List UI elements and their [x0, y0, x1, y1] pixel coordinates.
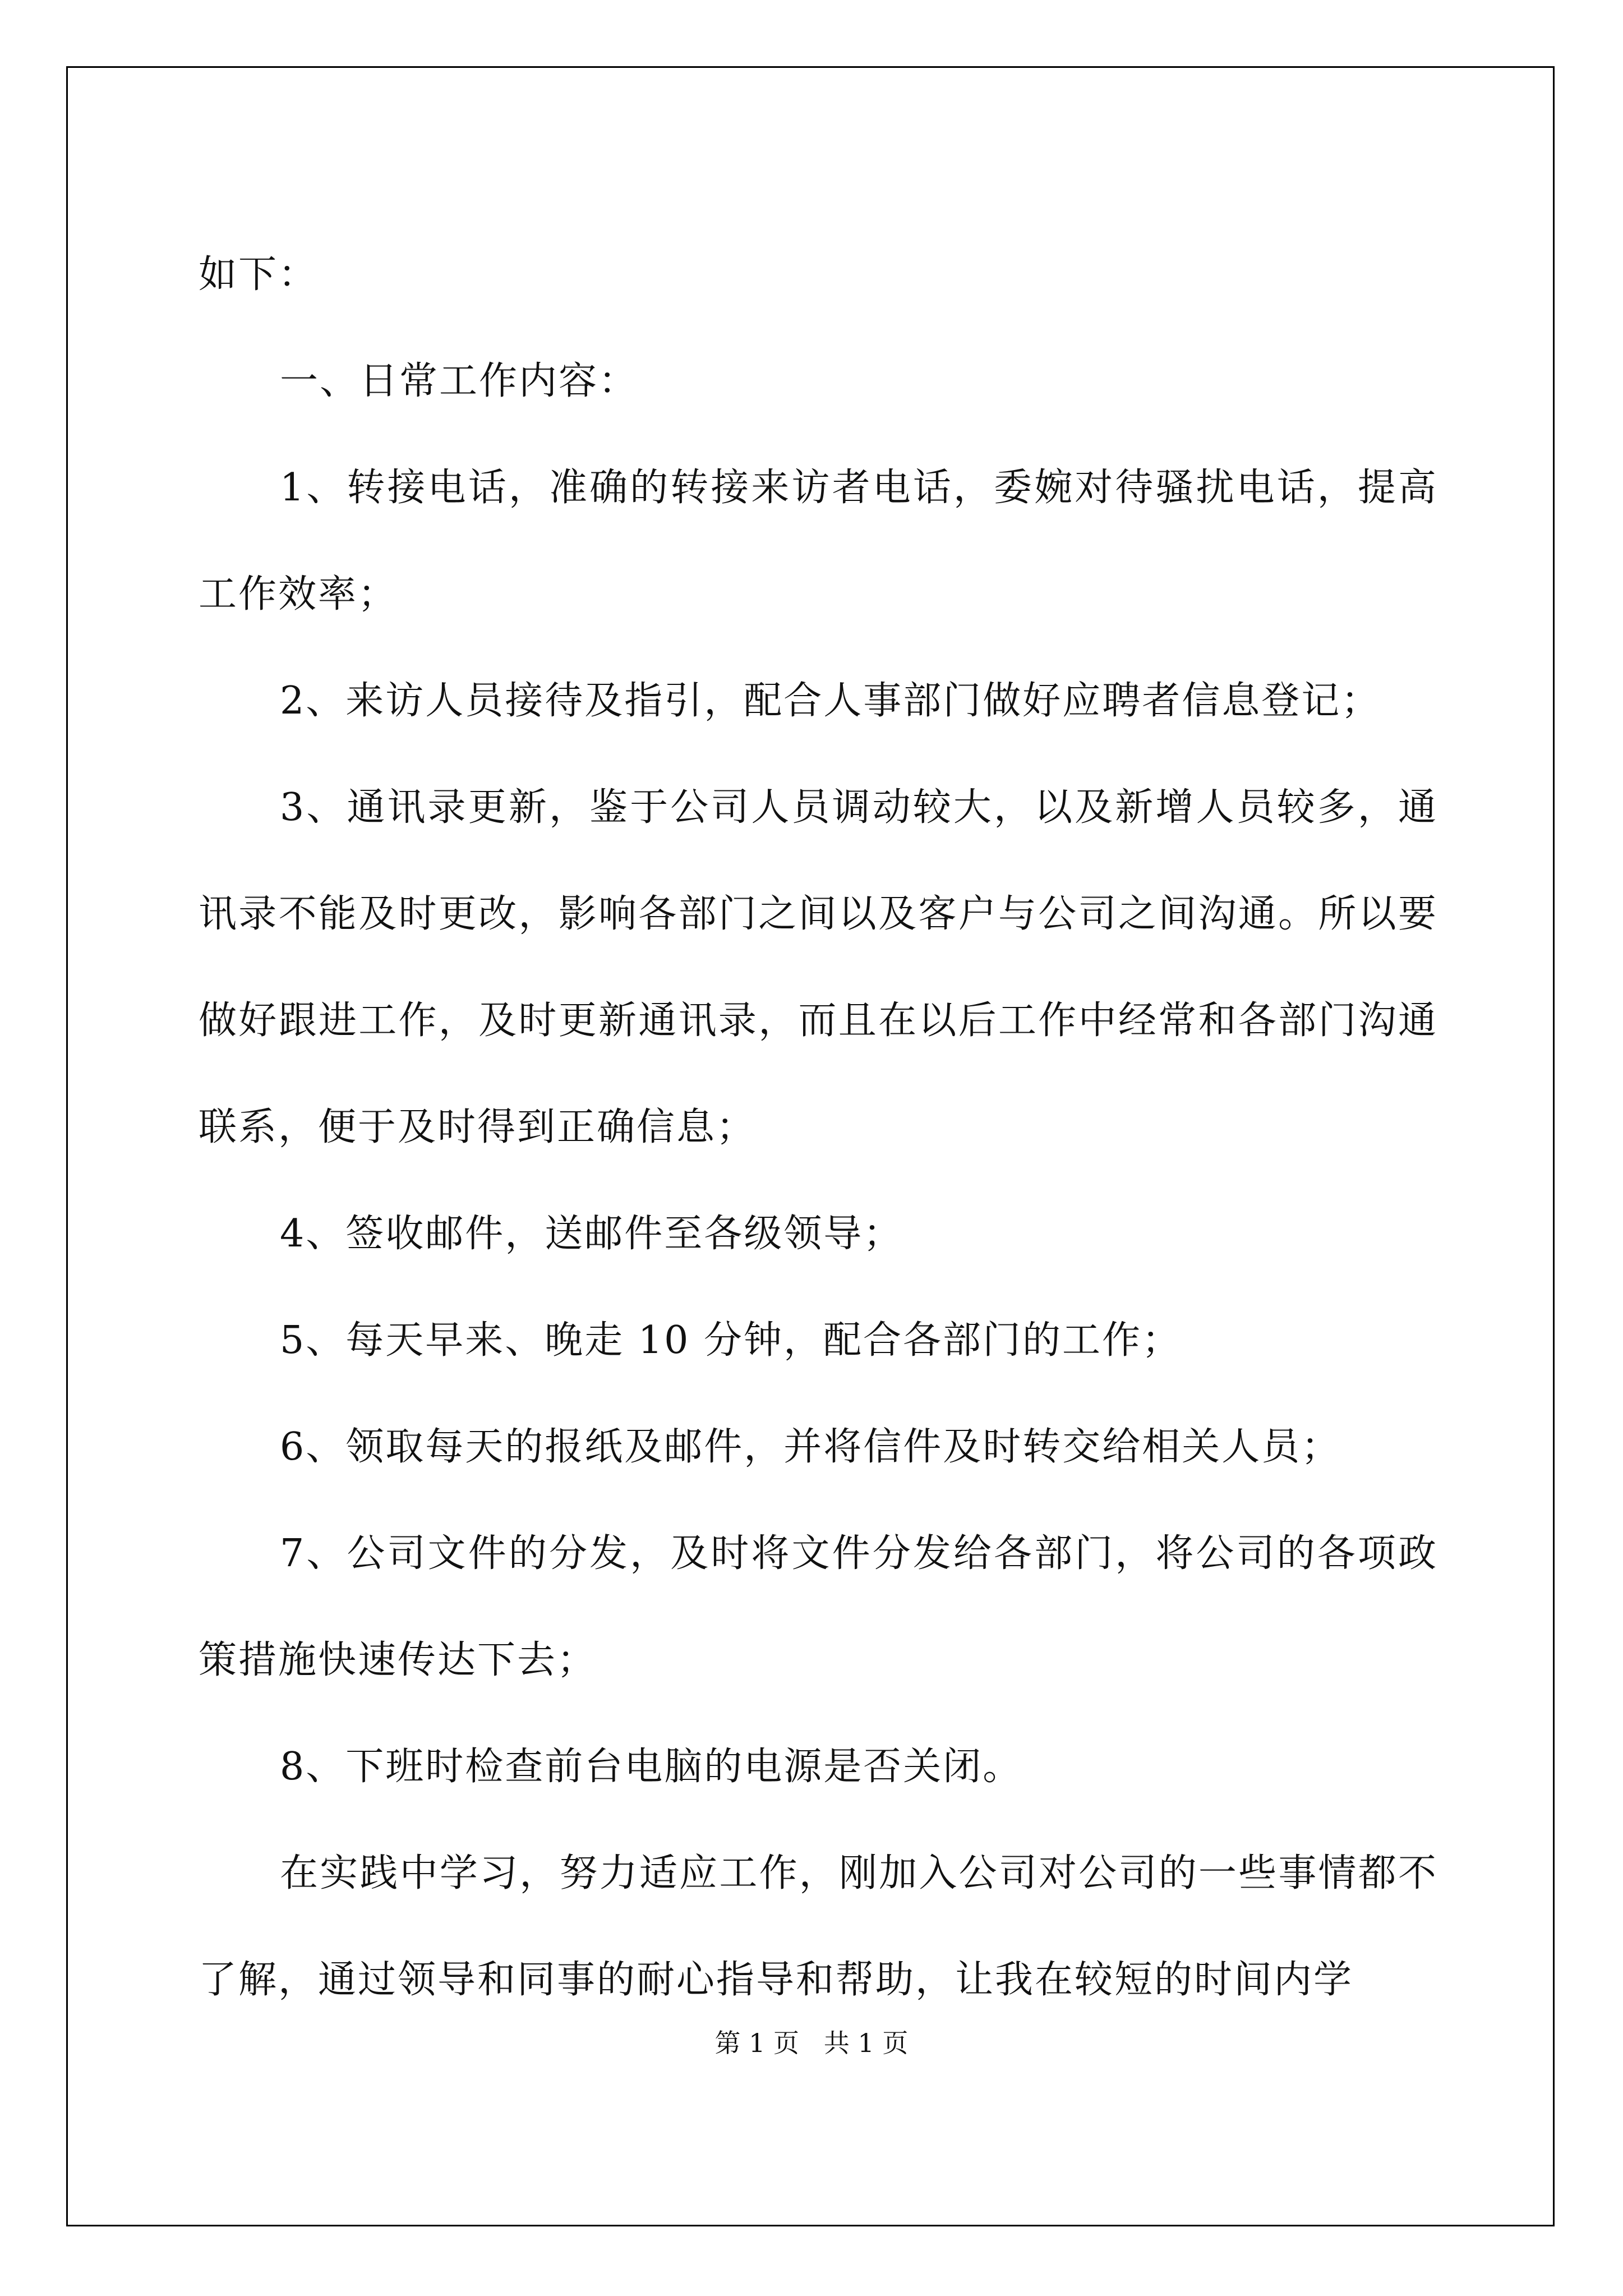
paragraph-item-2: 2、来访人员接待及指引，配合人事部门做好应聘者信息登记；: [280, 679, 1381, 723]
paragraph-intro: 如下：: [199, 252, 319, 297]
paragraph-item-6: 6、领取每天的报纸及邮件，并将信件及时转交给相关人员；: [280, 1425, 1341, 1469]
paragraph-practice: 在实践中学习，努力适应工作，刚加入公司对公司的一些事情都不了解，通过领导和同事的耐心指导和帮助，让我在较短的时间内学: [199, 1851, 1438, 2002]
paragraph-item-1: 1、转接电话，准确的转接来访者电话，委婉对待骚扰电话，提高工作效率；: [199, 466, 1438, 616]
paragraph-item-5: 5、每天早来、晚走 10 分钟，配合各部门的工作；: [280, 1318, 1182, 1363]
page-number-footer: 第 1 页 共 1 页: [714, 2028, 909, 2058]
paragraph-item-8: 8、下班时检查前台电脑的电源是否关闭。: [280, 1745, 1023, 1789]
paragraph-item-3: 3、通讯录更新，鉴于公司人员调动较大，以及新增人员较多，通讯录不能及时更改，影响各部门之间以及客户与公司之间沟通。所以要做好跟进工作，及时更新通讯录，而且在以后工作中经常和各部门沟通联系，便于及时得到正确信息；: [199, 785, 1438, 1149]
paragraph-item-7: 7、公司文件的分发，及时将文件分发给各部门，将公司的各项政策措施快速传达下去；: [199, 1531, 1438, 1682]
document-body: [199, 222, 1438, 2033]
paragraph-item-4: 4、签收邮件，送邮件至各级领导；: [280, 1212, 903, 1256]
paragraph-section-heading: 一、日常工作内容：: [280, 359, 639, 403]
